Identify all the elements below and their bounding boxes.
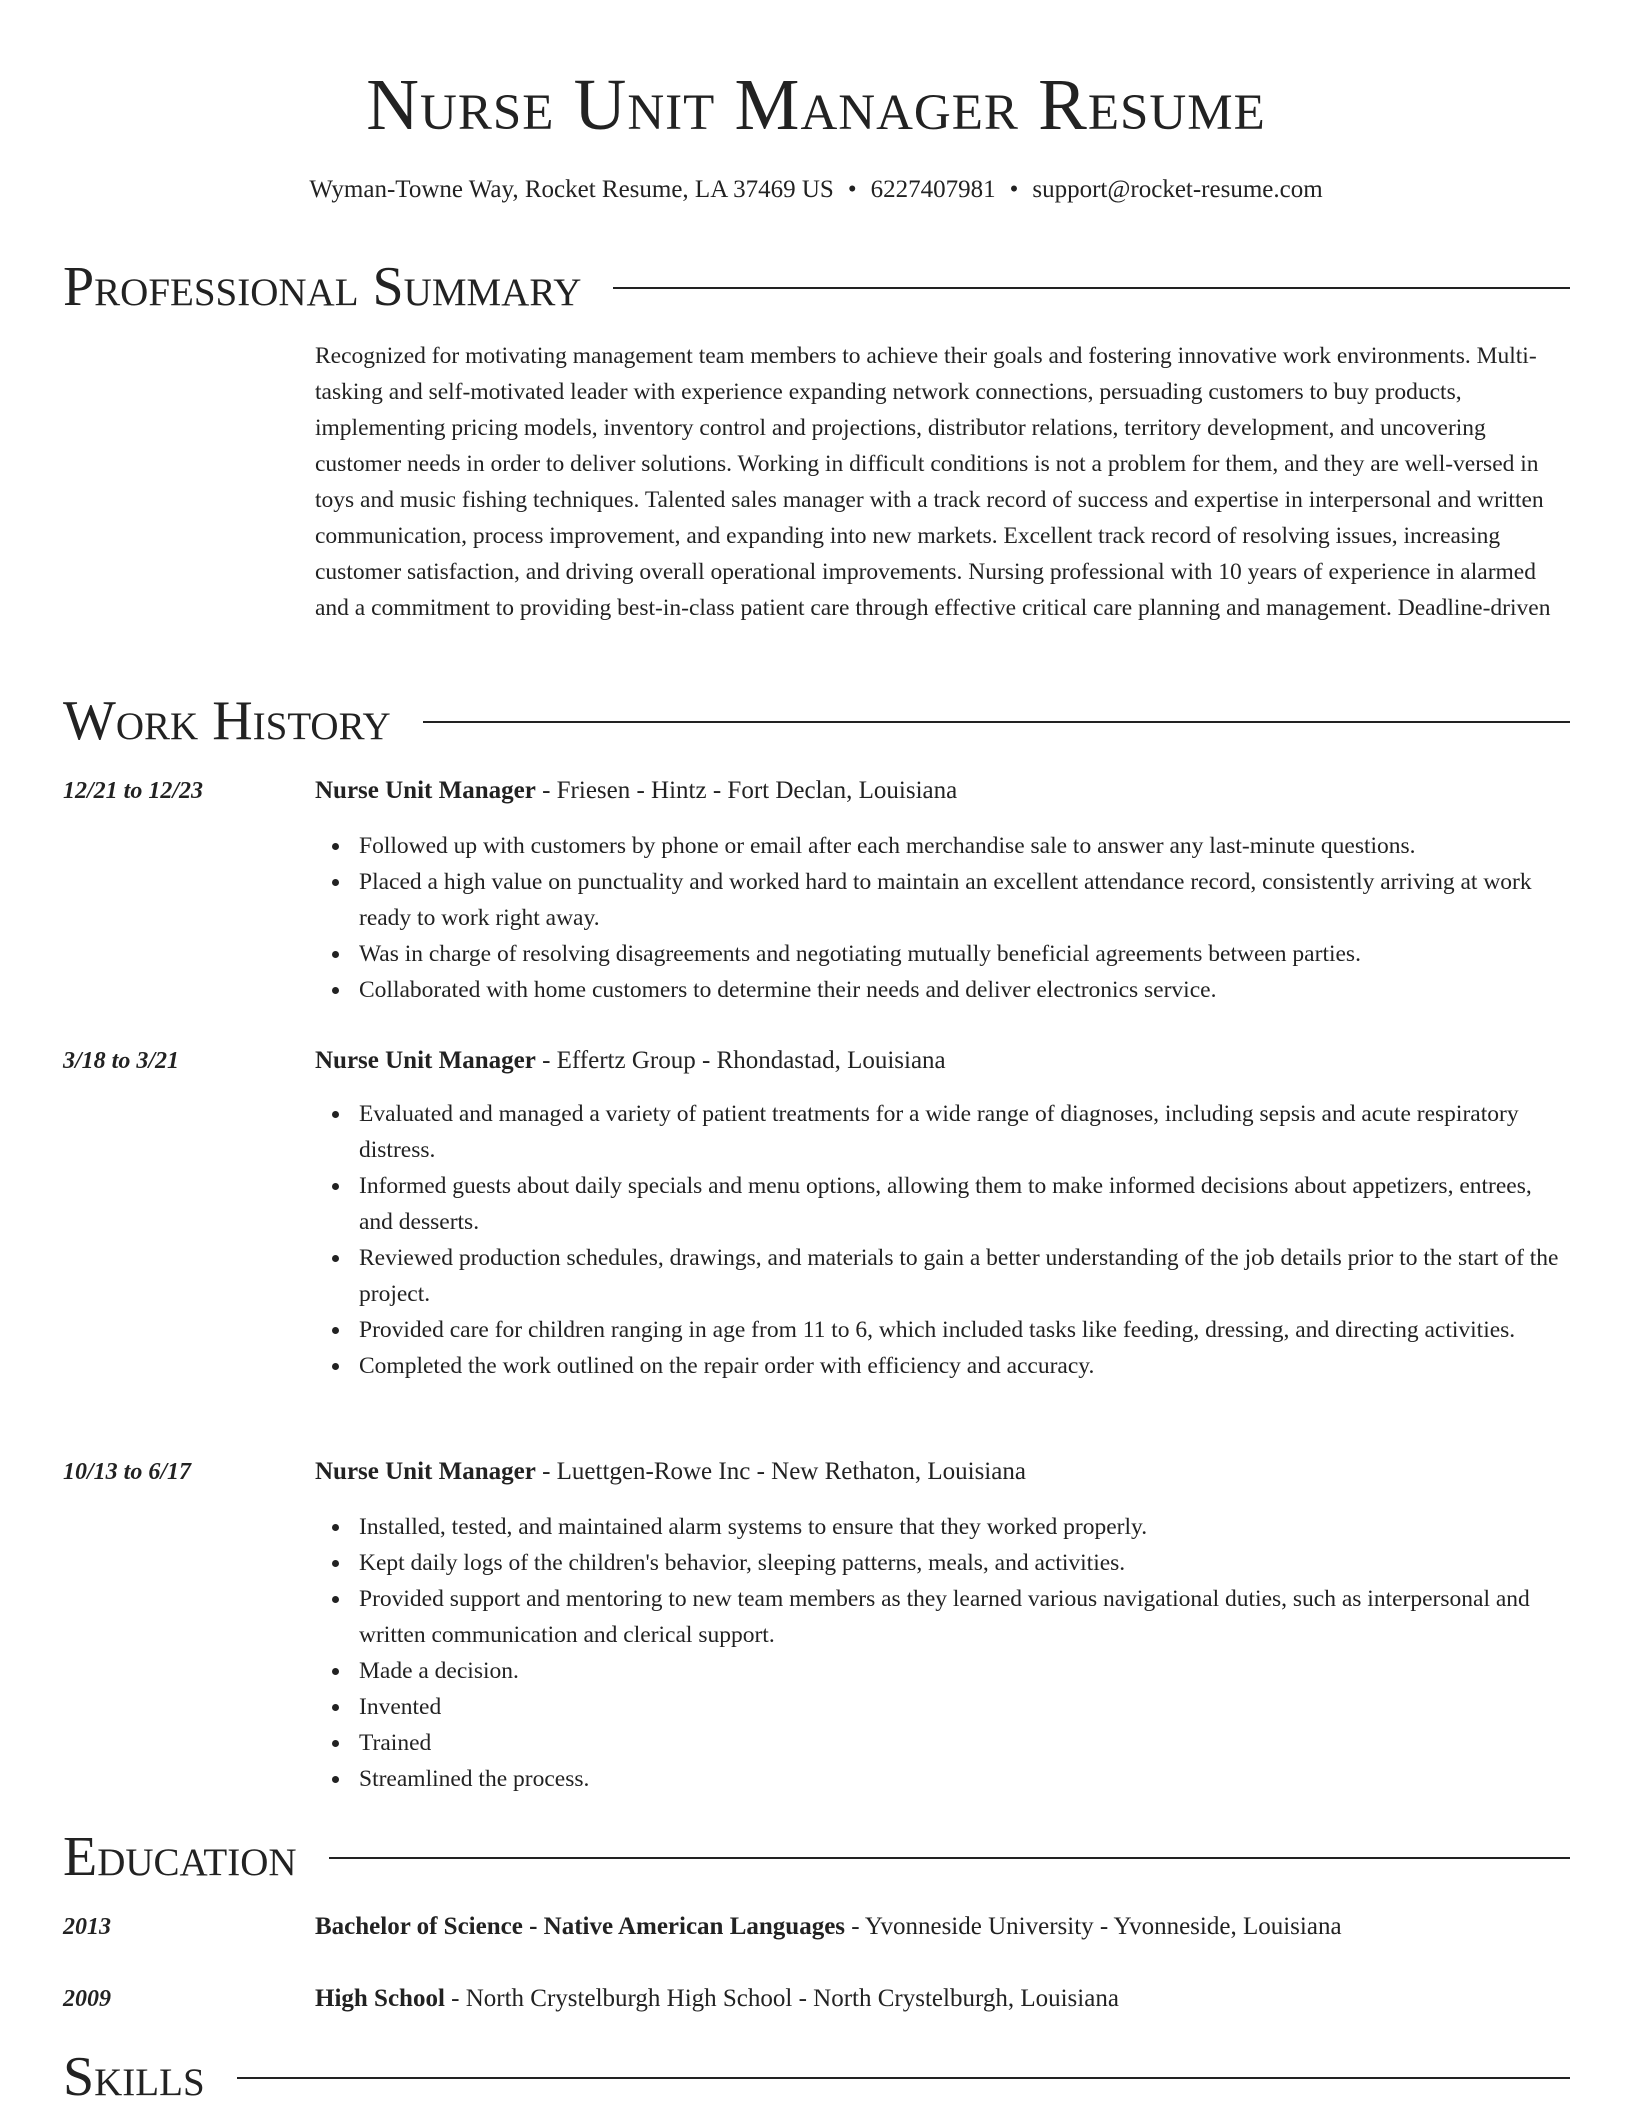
- resume-title: Nurse Unit Manager Resume: [366, 64, 1266, 145]
- job-bullet: Placed a high value on punctuality and worked hard to maintain an excellent attendance record, consistently arriving at work ready to work right away.: [359, 864, 1570, 936]
- education-details: - North Crystelburgh High School - North Crystelburgh, Louisiana: [444, 1985, 1119, 2012]
- education-year: 2013: [63, 1914, 111, 1940]
- job-bullet: Collaborated with home customers to determine their needs and deliver electronics service.: [359, 972, 1570, 1008]
- job-details: - Effertz Group - Rhondastad, Louisiana: [535, 1047, 946, 1074]
- education-section-header: [63, 1822, 1570, 1892]
- contact-separator: •: [847, 176, 857, 203]
- summary-text: Recognized for motivating management team members to achieve their goals and fostering innovative work environments. Multi-tasking and self-motivated leader with experience expanding network connections, persuading customers to buy products, implementing pricing models, inventory control and projections, distributor relations, territory development, and uncovering customer needs in order to deliver solutions. Working in difficult conditions is not a problem for them, and they are well-versed in toys and music fishing techniques. Talented sales manager with a track record of success and expertise in interpersonal and written communication, process improvement, and expanding into new markets. Excellent track record of resolving issues, increasing customer satisfaction, and driving overall operational improvements. Nursing professional with 10 years of experience in alarmed and a commitment to providing best-in-class patient care through effective critical care planning and management. Deadline-driven: [315, 343, 1551, 621]
- summary-heading: Professional Summary: [63, 256, 582, 318]
- skills-section-header: [63, 2042, 1570, 2112]
- education-degree: High School: [315, 1985, 445, 2012]
- job-bullet: Evaluated and managed a variety of patient treatments for a wide range of diagnoses, including sepsis and acute respiratory distress.: [359, 1096, 1570, 1168]
- contact-line: [0, 172, 1632, 208]
- section-divider: [613, 287, 1570, 289]
- work-section-header: [63, 686, 1570, 756]
- work-heading: Work History: [63, 690, 391, 752]
- contact-phone: 6227407981: [870, 176, 996, 203]
- summary-section-header: [63, 252, 1570, 322]
- job-bullet: Reviewed production schedules, drawings, and materials to gain a better understanding of the job details prior to the start of the project.: [359, 1240, 1570, 1312]
- job-bullet: Completed the work outlined on the repair order with efficiency and accuracy.: [359, 1348, 1570, 1384]
- job-dates: 12/21 to 12/23: [63, 778, 204, 804]
- job-dates: 10/13 to 6/17: [63, 1459, 192, 1485]
- job-dates: 3/18 to 3/21: [63, 1048, 180, 1074]
- skills-heading: Skills: [63, 2046, 205, 2108]
- education-degree: Bachelor of Science - Native American Languages: [315, 1913, 846, 1940]
- contact-address: Wyman-Towne Way, Rocket Resume, LA 37469 US: [309, 176, 834, 203]
- education-heading: Education: [63, 1826, 297, 1888]
- job-bullet: Informed guests about daily specials and menu options, allowing them to make informed decisions about appetizers, entrees, and desserts.: [359, 1168, 1570, 1240]
- education-heading-line: [315, 1909, 1570, 1945]
- job-details: - Luettgen-Rowe Inc - New Rethaton, Louisiana: [535, 1458, 1026, 1485]
- job-role: Nurse Unit Manager: [315, 1047, 536, 1074]
- job-bullet: Followed up with customers by phone or email after each merchandise sale to answer any last-minute questions.: [359, 828, 1570, 864]
- job-bullet-list: [315, 1096, 1570, 1384]
- job-bullet: Provided support and mentoring to new team members as they learned various navigational duties, such as interpersonal and written communication and clerical support.: [359, 1581, 1570, 1653]
- job-bullet-list: [315, 828, 1570, 1008]
- education-year: 2009: [63, 1986, 111, 2012]
- contact-separator: •: [1009, 176, 1019, 203]
- education-details: - Yvonneside University - Yvonneside, Louisiana: [845, 1913, 1342, 1940]
- job-heading: [315, 773, 1570, 809]
- job-bullet: Streamlined the process.: [359, 1761, 1570, 1797]
- job-heading: [315, 1043, 1570, 1079]
- job-role: Nurse Unit Manager: [315, 777, 536, 804]
- contact-email: support@rocket-resume.com: [1032, 176, 1323, 203]
- job-bullet: Made a decision.: [359, 1653, 1570, 1689]
- education-heading-line: [315, 1981, 1570, 2017]
- job-role: Nurse Unit Manager: [315, 1458, 536, 1485]
- job-heading: [315, 1454, 1570, 1490]
- job-details: - Friesen - Hintz - Fort Declan, Louisiana: [535, 777, 958, 804]
- section-divider: [329, 1857, 1570, 1859]
- section-divider: [237, 2077, 1570, 2079]
- section-divider: [423, 721, 1570, 723]
- job-bullet: Provided care for children ranging in age from 11 to 6, which included tasks like feeding, dressing, and directing activities.: [359, 1312, 1570, 1348]
- job-bullet: Invented: [359, 1689, 1570, 1725]
- job-bullet: Was in charge of resolving disagreements and negotiating mutually beneficial agreements between parties.: [359, 936, 1570, 972]
- job-bullet: Kept daily logs of the children's behavior, sleeping patterns, meals, and activities.: [359, 1545, 1570, 1581]
- job-bullet: Trained: [359, 1725, 1570, 1761]
- job-bullet-list: [315, 1509, 1570, 1797]
- job-bullet: Installed, tested, and maintained alarm systems to ensure that they worked properly.: [359, 1509, 1570, 1545]
